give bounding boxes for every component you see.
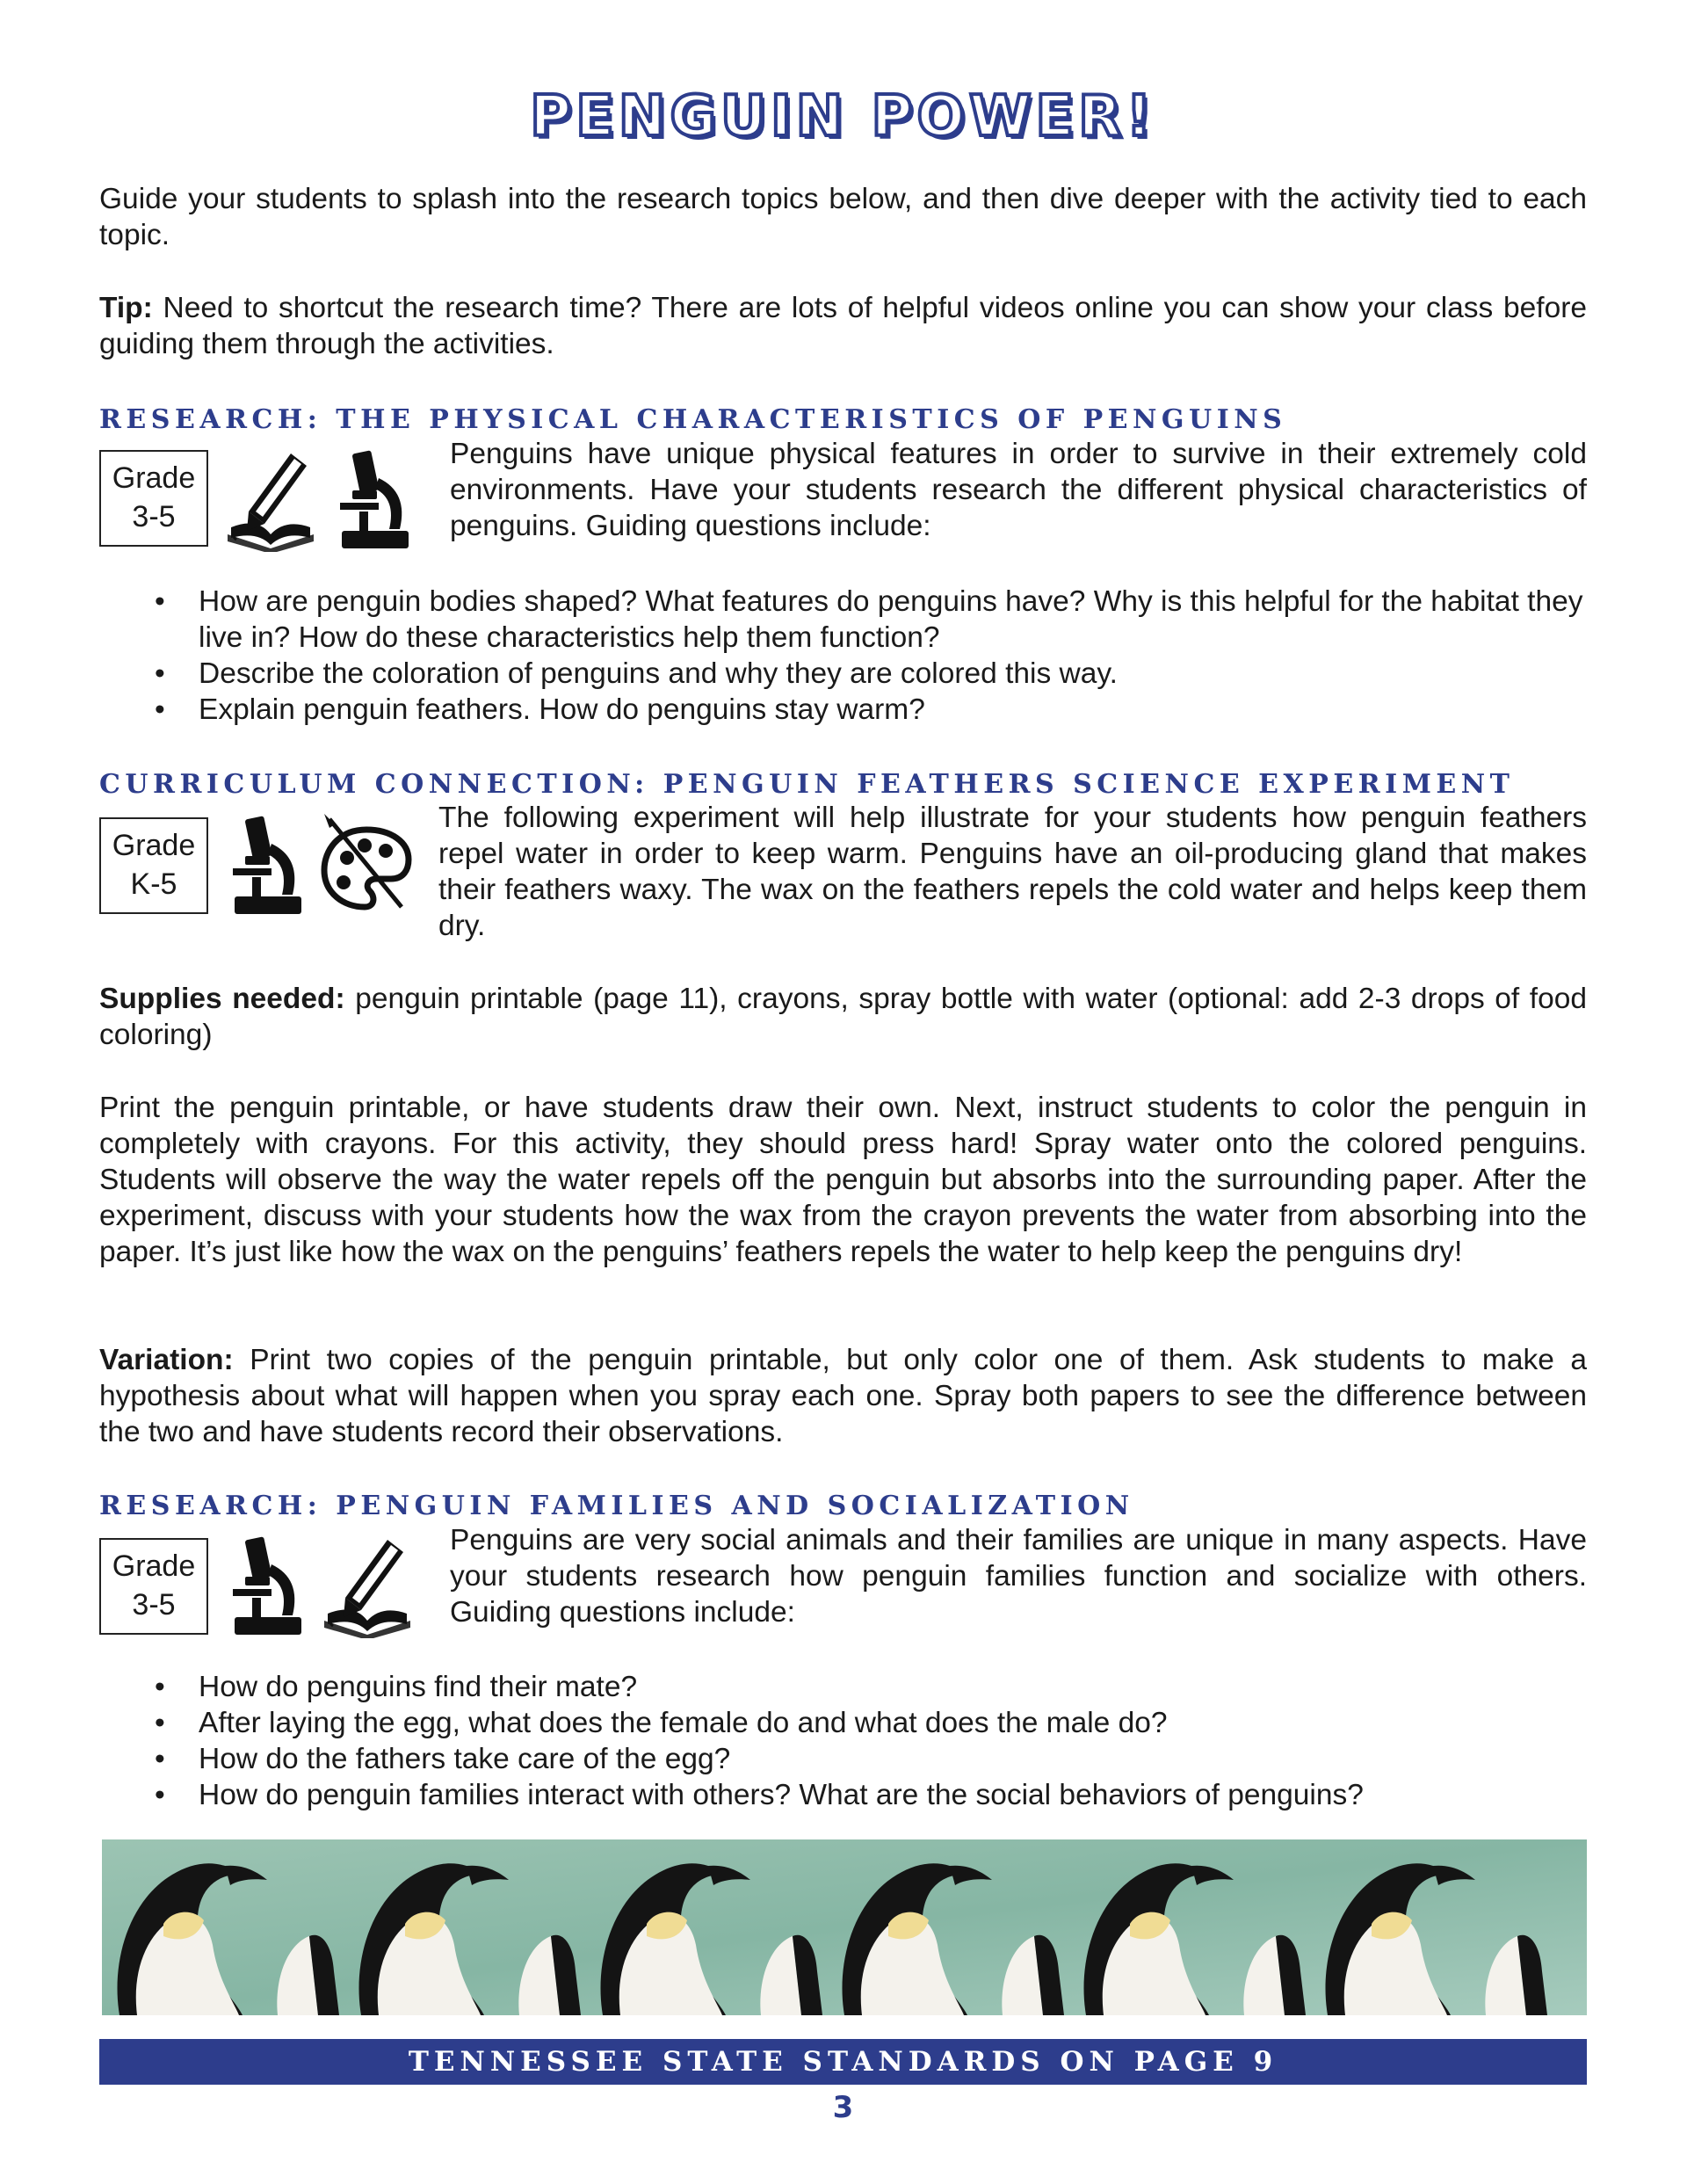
bullet-marker: • — [155, 1707, 165, 1739]
grade-range: 3-5 — [132, 500, 176, 533]
intro-paragraph: Guide your students to splash into the research topics below, and then dive deeper with the activity tied to each topic. — [99, 183, 1587, 251]
tip-label: Tip: — [99, 292, 153, 324]
grade-box — [99, 450, 208, 547]
grade-label: Grade — [112, 461, 196, 495]
list-item — [99, 692, 1587, 728]
list-item — [99, 584, 1587, 656]
list-item-text: How are penguin bodies shaped? What features do penguins have? Why is this helpful for the habitat they live in? How do these characteristics help them function? — [199, 585, 1583, 654]
supplies-paragraph — [99, 981, 1587, 1053]
list-item-text: Describe the coloration of penguins and why they are colored this way. — [199, 657, 1118, 690]
variation-paragraph — [99, 1342, 1587, 1450]
list-item-text: Explain penguin feathers. How do penguins stay warm? — [199, 693, 925, 726]
section3-text: Penguins are very social animals and their families are unique in many aspects. Have your students research how penguin families function and socialize with others. Guiding questions include: — [450, 1524, 1587, 1629]
supplies-label: Supplies needed: — [99, 983, 345, 1015]
section1-text: Penguins have unique physical features in order to survive in their extremely cold environments. Have your students research the different physical characteristics of penguins. Guiding questions include: — [450, 438, 1587, 542]
supplies-text: penguin printable (page 11), crayons, spray bottle with water (optional: add 2-3 drops of food coloring) — [99, 983, 1588, 1051]
section1-bullet-list — [99, 584, 1587, 728]
grade-box — [99, 1538, 208, 1635]
page-number: 3 — [832, 2090, 854, 2125]
pencil-book-icon — [319, 1533, 416, 1638]
section-heading-families: RESEARCH: PENGUIN FAMILIES AND SOCIALIZATION — [99, 1491, 1134, 1521]
standards-footer-bar: TENNESSEE STATE STANDARDS ON PAGE 9 — [99, 2039, 1587, 2085]
list-item — [99, 656, 1587, 692]
list-item-text: How do penguin families interact with others? What are the social behaviors of penguins? — [199, 1779, 1364, 1811]
list-item — [99, 1777, 1587, 1813]
section-heading-experiment: CURRICULUM CONNECTION: PENGUIN FEATHERS SCIENCE EXPERIMENT — [99, 769, 1515, 800]
instructions-paragraph: Print the penguin printable, or have students draw their own. Next, instruct students to color the penguin in completely with crayons. For this activity, they should press hard! Spray water onto the colored penguins. Students will observe the way the water repels off the penguin but absorbs into the surrounding paper. After the experiment, discuss with your students how the wax from the crayon prevents the water from absorbing into the paper. It’s just like how the wax on the penguins’ feathers repels the water to help keep the penguins dry! — [99, 1092, 1587, 1268]
penguin-banner-illustration — [102, 1839, 1587, 2015]
bullet-marker: • — [155, 1743, 165, 1775]
grade-range: 3-5 — [132, 1588, 176, 1622]
list-item — [99, 1741, 1587, 1777]
bullet-marker: • — [155, 585, 165, 618]
list-item — [99, 1669, 1587, 1705]
tip-text: Need to shortcut the research time? There are lots of helpful videos online you can show your class before guiding them through the activities. — [99, 292, 1587, 360]
list-item-text: How do the fathers take care of the egg? — [199, 1743, 731, 1775]
microscope-icon — [226, 1533, 307, 1638]
bullet-marker: • — [155, 1671, 165, 1703]
grade-label: Grade — [112, 829, 196, 862]
microscope-icon — [333, 446, 414, 552]
bullet-marker: • — [155, 657, 165, 690]
section2-text: The following experiment will help illustrate for your students how penguin feathers repel water in order to keep warm. Penguins have an oil-producing gland that makes their feathers waxy. The wax on the feathers repels the cold water and helps keep them dry. — [438, 802, 1587, 942]
page-title: PENGUIN POWER! — [530, 84, 1156, 149]
list-item-text: After laying the egg, what does the female do and what does the male do? — [199, 1707, 1168, 1739]
grade-label: Grade — [112, 1549, 196, 1583]
bullet-marker: • — [155, 1779, 165, 1811]
pencil-book-icon — [222, 446, 319, 552]
section3-bullet-list — [99, 1669, 1587, 1813]
microscope-icon — [226, 812, 307, 918]
bullet-marker: • — [155, 693, 165, 726]
grade-range: K-5 — [130, 867, 177, 901]
variation-text: Print two copies of the penguin printable, but only color one of them. Ask students to make a hypothesis about what will happen when you spray each one. Spray both papers to see the difference between the two and have students record their observations. — [99, 1344, 1587, 1448]
palette-icon — [317, 812, 416, 918]
section-heading-physical: RESEARCH: THE PHYSICAL CHARACTERISTICS OF PENGUINS — [99, 404, 1287, 435]
tip-paragraph — [99, 290, 1587, 362]
list-item-text: How do penguins find their mate? — [199, 1671, 638, 1703]
grade-box — [99, 817, 208, 914]
list-item — [99, 1705, 1587, 1741]
variation-label: Variation: — [99, 1344, 234, 1376]
